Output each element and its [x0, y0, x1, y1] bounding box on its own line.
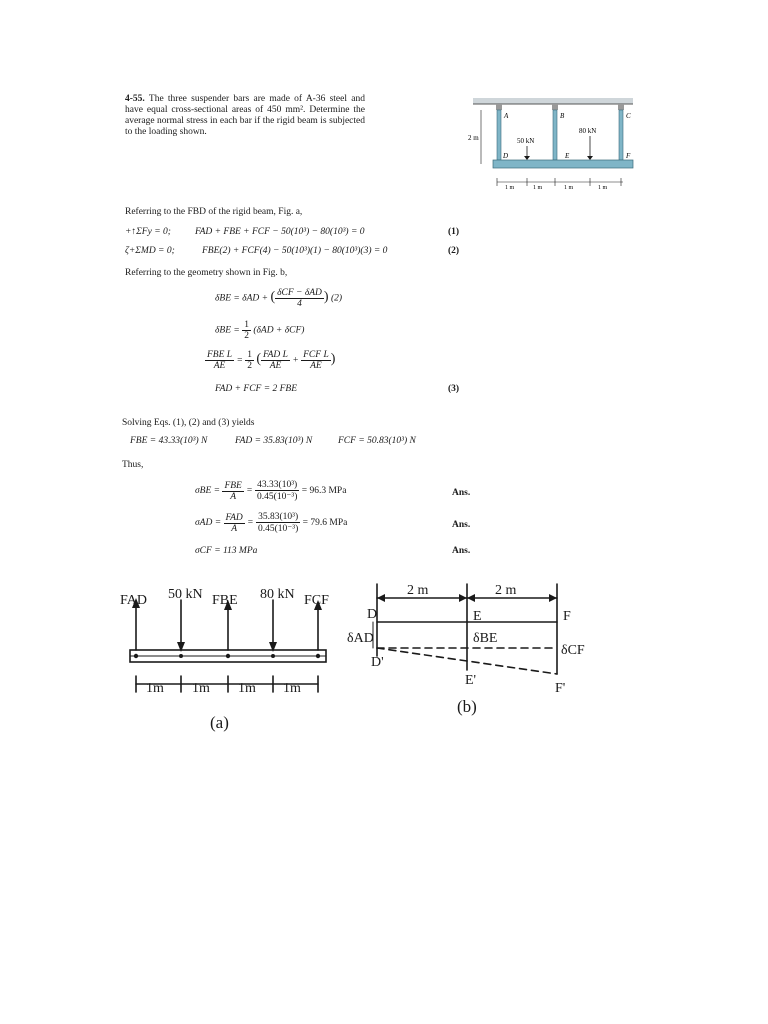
eq2-number: (2) [448, 246, 460, 256]
point-d: D [367, 607, 378, 622]
ans-label-3: Ans. [452, 546, 471, 556]
rigid-beam [493, 160, 633, 168]
plus-sign: + [292, 355, 299, 366]
result-fcf: FCF = 50.83(10³) N [338, 436, 416, 446]
delta-ad-label: δAD [347, 631, 374, 646]
fcf-l-numerator: FCF L [303, 350, 329, 360]
figure-b-geometry [345, 578, 595, 718]
fbe-label: FBE [212, 593, 238, 608]
compat-eq1: δBE = δAD + ( $\frac{\text{δCF − δAD}}{4}$ ) (2) [215, 288, 343, 309]
point-f-prime: F' [555, 681, 566, 696]
label-b: B [560, 112, 565, 120]
compat-eq1-right: (2) [330, 293, 343, 304]
geometry-span-2: 2 m [495, 583, 517, 598]
fbd-span-4: 1m [283, 681, 301, 696]
span-label-4: 1 m [598, 185, 608, 191]
stress-ad-value-den: 0.45(10⁻³) [257, 524, 299, 534]
stress-ad-value-num: 35.83(10³) [256, 512, 300, 523]
half-denominator-2: 2 [247, 361, 252, 371]
ans-label-2: Ans. [452, 520, 471, 530]
delta-be-label: δBE [473, 631, 498, 646]
span-label-2: 1 m [533, 185, 543, 191]
label-d: D [503, 152, 509, 160]
point-f: F [563, 609, 571, 624]
geometry-span-1: 2 m [407, 583, 429, 598]
half-numerator-2: 1 [247, 350, 252, 360]
fbe-l-numerator: FBE L [207, 350, 233, 360]
fbd-span-3: 1m [238, 681, 256, 696]
load1-label: 50 kN [517, 137, 535, 145]
point-e: E [473, 609, 482, 624]
compat-eq2-right: (δAD + δCF) [253, 325, 305, 336]
load2-label: 80 kN [579, 127, 597, 135]
stress-be-left: σBE = [195, 486, 221, 497]
eq1: FAD + FBE + FCF − 50(10³) − 80(10³) = 0 [195, 227, 365, 237]
fcf-label: FCF [304, 593, 329, 608]
span-label-3: 1 m [564, 185, 574, 191]
equals-sign: = [236, 355, 243, 366]
ae-denominator-3: AE [310, 361, 322, 371]
stress-be-result: = 96.3 MPa [301, 486, 347, 497]
bar-be [552, 104, 558, 160]
fad-label: FAD [120, 593, 147, 608]
figure-a-fbd [118, 580, 338, 740]
fig-b-caption: (b) [457, 697, 477, 716]
eq2: FBE(2) + FCF(4) − 50(10³)(1) − 80(10³)(3) = 0 [202, 246, 388, 256]
stress-be [195, 480, 346, 502]
ans-label-1: Ans. [452, 488, 471, 498]
label-a: A [504, 112, 509, 120]
compat-eq3: $\frac{\text{FBE L}}{AE}$ = $\frac{1}{2}$ ( $\frac{\text{FAD L}}{AE}$ + $\frac{\text{FCF L}}{AE}$ ) [207, 350, 336, 371]
ae-denominator-1: AE [213, 361, 226, 371]
label-c: C [626, 112, 631, 120]
half-denominator: 2 [244, 331, 249, 341]
compat-eq1-left: δBE = δAD + [215, 293, 269, 304]
bar-cf [618, 104, 624, 160]
stress-be-force: FBE [224, 480, 242, 491]
eq3-number: (3) [448, 384, 460, 394]
result-fad: FAD = 35.83(10³) N [235, 436, 313, 446]
compat-eq1-denominator: 4 [297, 299, 302, 309]
stress-ad-equals: = [247, 518, 254, 529]
stress-ad-area: A [231, 523, 238, 534]
fig-a-caption: (a) [210, 713, 229, 732]
compat-eq2 [215, 320, 304, 341]
compat-eq2-left: δBE = [215, 325, 240, 336]
ceiling [473, 98, 633, 104]
fbd-load2-label: 80 kN [260, 587, 295, 602]
fbd-load1-label: 50 kN [168, 587, 203, 602]
problem-statement [125, 94, 365, 138]
stress-be-area: A [230, 491, 237, 502]
fbd-span-1: 1m [146, 681, 164, 696]
stress-cf: σCF = 113 MPa [195, 546, 258, 556]
eq2-condition: ζ+ΣMD = 0; [125, 246, 175, 256]
stress-ad-left: σAD = [195, 518, 222, 529]
intro-text: Referring to the FBD of the rigid beam, Fig. a, [125, 207, 303, 217]
stress-be-equals: = [246, 486, 253, 497]
label-e: E [565, 152, 570, 160]
point-d-prime: D' [371, 655, 384, 670]
bar-ad [496, 104, 502, 160]
point-e-prime: E' [465, 673, 477, 688]
stress-be-value-num: 43.33(10³) [255, 480, 299, 491]
thus-text: Thus, [122, 460, 144, 470]
compat-eq4: FAD + FCF = 2 FBE [215, 384, 298, 394]
geometry-text: Referring to the geometry shown in Fig. b, [125, 268, 288, 278]
ae-denominator-2: AE [269, 361, 282, 371]
solving-text: Solving Eqs. (1), (2) and (3) yields [122, 418, 255, 428]
figure-suspended-beam [465, 96, 645, 192]
height-label: 2 m [468, 134, 479, 142]
eq1-number: (1) [448, 227, 460, 237]
fad-l-numerator: FAD L [263, 350, 288, 360]
stress-ad-result: = 79.6 MPa [302, 518, 348, 529]
half-numerator: 1 [244, 320, 249, 330]
stress-ad [195, 512, 347, 534]
compat-eq1-numerator: δCF − δAD [277, 288, 322, 298]
stress-be-value-den: 0.45(10⁻³) [257, 492, 298, 502]
stress-ad-force: FAD [225, 512, 243, 523]
label-f: F [626, 152, 631, 160]
span-label-1: 1 m [505, 185, 515, 191]
problem-text: The three suspender bars are made of A-36 steel and have equal cross-sectional areas of 450 mm². Determine the average normal stress in each bar if the rigid beam is subjected to the loading shown. [125, 94, 365, 137]
fbd-span-2: 1m [192, 681, 210, 696]
result-fbe: FBE = 43.33(10³) N [130, 436, 208, 446]
problem-number: 4-55. [125, 94, 145, 104]
delta-cf-label: δCF [561, 643, 585, 658]
eq1-condition: +↑ΣFy = 0; [125, 227, 171, 237]
